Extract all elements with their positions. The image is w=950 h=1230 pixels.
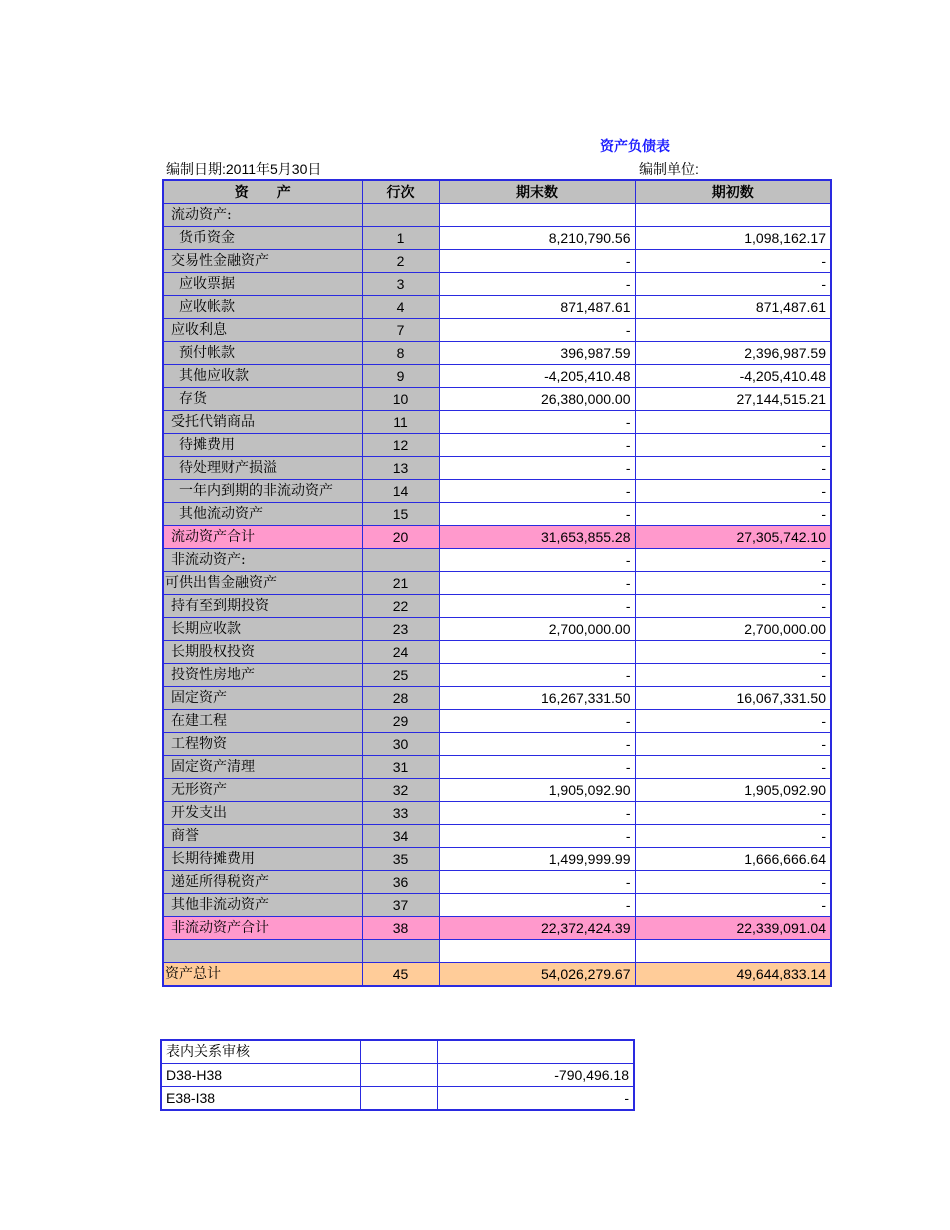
table-row bbox=[163, 549, 831, 572]
table-row bbox=[163, 572, 831, 595]
table-row bbox=[163, 342, 831, 365]
begin-balance: 2,700,000.00 bbox=[635, 618, 831, 641]
row-number: 23 bbox=[362, 618, 439, 641]
audit-empty-cell bbox=[437, 1040, 634, 1064]
item-label: 存货 bbox=[163, 388, 362, 411]
begin-balance: - bbox=[635, 756, 831, 779]
begin-balance: - bbox=[635, 434, 831, 457]
row-number: 4 bbox=[362, 296, 439, 319]
row-number: 20 bbox=[362, 526, 439, 549]
audit-value: - bbox=[437, 1087, 634, 1111]
table-row bbox=[163, 825, 831, 848]
audit-table bbox=[160, 1039, 635, 1111]
begin-balance: - bbox=[635, 664, 831, 687]
begin-balance: 27,305,742.10 bbox=[635, 526, 831, 549]
table-row bbox=[163, 917, 831, 940]
item-label: 长期待摊费用 bbox=[163, 848, 362, 871]
end-balance bbox=[439, 641, 635, 664]
table-row bbox=[163, 595, 831, 618]
row-number: 32 bbox=[362, 779, 439, 802]
audit-row bbox=[161, 1087, 634, 1111]
begin-balance: - bbox=[635, 572, 831, 595]
end-balance: 22,372,424.39 bbox=[439, 917, 635, 940]
compile-date: 编制日期:2011年5月30日 bbox=[166, 161, 322, 177]
row-number: 29 bbox=[362, 710, 439, 733]
end-balance: -4,205,410.48 bbox=[439, 365, 635, 388]
end-balance: 8,210,790.56 bbox=[439, 227, 635, 250]
end-balance: 871,487.61 bbox=[439, 296, 635, 319]
item-label: 商誉 bbox=[163, 825, 362, 848]
row-number: 30 bbox=[362, 733, 439, 756]
audit-header: 表内关系审核 bbox=[161, 1040, 360, 1064]
begin-balance: - bbox=[635, 480, 831, 503]
item-label: 长期应收款 bbox=[163, 618, 362, 641]
table-row bbox=[163, 618, 831, 641]
begin-balance: - bbox=[635, 871, 831, 894]
begin-balance: 27,144,515.21 bbox=[635, 388, 831, 411]
item-label: 递延所得税资产 bbox=[163, 871, 362, 894]
begin-balance: 1,905,092.90 bbox=[635, 779, 831, 802]
row-number: 25 bbox=[362, 664, 439, 687]
begin-balance bbox=[635, 940, 831, 963]
table-row bbox=[163, 411, 831, 434]
end-balance: - bbox=[439, 756, 635, 779]
row-number: 8 bbox=[362, 342, 439, 365]
row-number: 12 bbox=[362, 434, 439, 457]
row-number: 38 bbox=[362, 917, 439, 940]
item-label: 非流动资产合计 bbox=[163, 917, 362, 940]
row-number: 7 bbox=[362, 319, 439, 342]
report-title: 资产负债表 bbox=[600, 138, 670, 154]
row-number bbox=[362, 549, 439, 572]
end-balance: 26,380,000.00 bbox=[439, 388, 635, 411]
end-balance: - bbox=[439, 434, 635, 457]
item-label: 一年内到期的非流动资产 bbox=[163, 480, 362, 503]
begin-balance: - bbox=[635, 641, 831, 664]
row-number bbox=[362, 204, 439, 227]
begin-balance: 1,666,666.64 bbox=[635, 848, 831, 871]
item-label: 在建工程 bbox=[163, 710, 362, 733]
item-label: 固定资产 bbox=[163, 687, 362, 710]
audit-empty-cell bbox=[360, 1064, 437, 1087]
header-row-no: 行次 bbox=[362, 180, 439, 204]
row-number: 21 bbox=[362, 572, 439, 595]
item-label: 应收帐款 bbox=[163, 296, 362, 319]
table-row bbox=[163, 296, 831, 319]
begin-balance bbox=[635, 411, 831, 434]
begin-balance bbox=[635, 319, 831, 342]
item-label: 应收票据 bbox=[163, 273, 362, 296]
begin-balance: 22,339,091.04 bbox=[635, 917, 831, 940]
end-balance: 16,267,331.50 bbox=[439, 687, 635, 710]
item-label: 非流动资产: bbox=[163, 549, 362, 572]
end-balance: - bbox=[439, 572, 635, 595]
begin-balance: - bbox=[635, 250, 831, 273]
end-balance: 1,499,999.99 bbox=[439, 848, 635, 871]
begin-balance: - bbox=[635, 549, 831, 572]
table-row bbox=[163, 434, 831, 457]
table-row bbox=[163, 756, 831, 779]
row-number: 37 bbox=[362, 894, 439, 917]
table-row bbox=[163, 204, 831, 227]
header-asset: 资 产 bbox=[163, 180, 362, 204]
table-row bbox=[163, 779, 831, 802]
end-balance: - bbox=[439, 595, 635, 618]
end-balance: 396,987.59 bbox=[439, 342, 635, 365]
item-label: 流动资产: bbox=[163, 204, 362, 227]
end-balance: - bbox=[439, 871, 635, 894]
begin-balance bbox=[635, 204, 831, 227]
audit-empty-cell bbox=[360, 1087, 437, 1111]
end-balance: - bbox=[439, 664, 635, 687]
item-label: 交易性金融资产 bbox=[163, 250, 362, 273]
row-number: 3 bbox=[362, 273, 439, 296]
table-row bbox=[163, 871, 831, 894]
item-label: 流动资产合计 bbox=[163, 526, 362, 549]
table-row bbox=[163, 273, 831, 296]
row-number: 10 bbox=[362, 388, 439, 411]
end-balance: - bbox=[439, 411, 635, 434]
end-balance: - bbox=[439, 250, 635, 273]
begin-balance: 1,098,162.17 bbox=[635, 227, 831, 250]
row-number: 13 bbox=[362, 457, 439, 480]
row-number: 45 bbox=[362, 963, 439, 987]
item-label: 货币资金 bbox=[163, 227, 362, 250]
balance-sheet-table bbox=[162, 179, 832, 987]
table-row bbox=[163, 802, 831, 825]
table-row bbox=[163, 526, 831, 549]
table-row bbox=[163, 940, 831, 963]
item-label: 工程物资 bbox=[163, 733, 362, 756]
end-balance: 31,653,855.28 bbox=[439, 526, 635, 549]
row-number: 36 bbox=[362, 871, 439, 894]
end-balance: - bbox=[439, 802, 635, 825]
item-label: 待摊费用 bbox=[163, 434, 362, 457]
row-number: 9 bbox=[362, 365, 439, 388]
end-balance bbox=[439, 204, 635, 227]
begin-balance: - bbox=[635, 503, 831, 526]
table-row bbox=[163, 250, 831, 273]
row-number: 34 bbox=[362, 825, 439, 848]
item-label bbox=[163, 940, 362, 963]
table-row bbox=[163, 388, 831, 411]
begin-balance: - bbox=[635, 595, 831, 618]
audit-header-row bbox=[161, 1040, 634, 1064]
end-balance: - bbox=[439, 503, 635, 526]
begin-balance: - bbox=[635, 733, 831, 756]
item-label: 其他流动资产 bbox=[163, 503, 362, 526]
begin-balance: 16,067,331.50 bbox=[635, 687, 831, 710]
begin-balance: 2,396,987.59 bbox=[635, 342, 831, 365]
item-label: 固定资产清理 bbox=[163, 756, 362, 779]
item-label: 其他应收款 bbox=[163, 365, 362, 388]
begin-balance: 871,487.61 bbox=[635, 296, 831, 319]
row-number: 15 bbox=[362, 503, 439, 526]
item-label: 无形资产 bbox=[163, 779, 362, 802]
item-label: 投资性房地产 bbox=[163, 664, 362, 687]
table-row bbox=[163, 641, 831, 664]
end-balance: - bbox=[439, 825, 635, 848]
begin-balance: -4,205,410.48 bbox=[635, 365, 831, 388]
audit-value: -790,496.18 bbox=[437, 1064, 634, 1087]
table-row bbox=[163, 848, 831, 871]
begin-balance: - bbox=[635, 457, 831, 480]
end-balance: - bbox=[439, 710, 635, 733]
row-number: 1 bbox=[362, 227, 439, 250]
end-balance: - bbox=[439, 894, 635, 917]
end-balance bbox=[439, 940, 635, 963]
compile-unit: 编制单位: bbox=[639, 161, 699, 177]
end-balance: 1,905,092.90 bbox=[439, 779, 635, 802]
item-label: 受托代销商品 bbox=[163, 411, 362, 434]
row-number: 31 bbox=[362, 756, 439, 779]
row-number bbox=[362, 940, 439, 963]
item-label: 开发支出 bbox=[163, 802, 362, 825]
item-label: 资产总计 bbox=[163, 963, 362, 987]
row-number: 22 bbox=[362, 595, 439, 618]
table-row bbox=[163, 664, 831, 687]
item-label: 应收利息 bbox=[163, 319, 362, 342]
end-balance: - bbox=[439, 457, 635, 480]
item-label: 预付帐款 bbox=[163, 342, 362, 365]
table-row bbox=[163, 319, 831, 342]
header-row bbox=[163, 180, 831, 204]
table-row bbox=[163, 503, 831, 526]
end-balance: 54,026,279.67 bbox=[439, 963, 635, 987]
item-label: 长期股权投资 bbox=[163, 641, 362, 664]
row-number: 2 bbox=[362, 250, 439, 273]
item-label: 其他非流动资产 bbox=[163, 894, 362, 917]
begin-balance: - bbox=[635, 894, 831, 917]
begin-balance: - bbox=[635, 802, 831, 825]
table-row bbox=[163, 687, 831, 710]
row-number: 11 bbox=[362, 411, 439, 434]
table-row bbox=[163, 480, 831, 503]
audit-label: D38-H38 bbox=[161, 1064, 360, 1087]
row-number: 24 bbox=[362, 641, 439, 664]
begin-balance: - bbox=[635, 710, 831, 733]
end-balance: - bbox=[439, 549, 635, 572]
end-balance: - bbox=[439, 733, 635, 756]
audit-label: E38-I38 bbox=[161, 1087, 360, 1111]
table-row bbox=[163, 733, 831, 756]
row-number: 28 bbox=[362, 687, 439, 710]
item-label: 待处理财产损溢 bbox=[163, 457, 362, 480]
end-balance: 2,700,000.00 bbox=[439, 618, 635, 641]
row-number: 33 bbox=[362, 802, 439, 825]
header-begin-balance: 期初数 bbox=[635, 180, 831, 204]
row-number: 14 bbox=[362, 480, 439, 503]
audit-row bbox=[161, 1064, 634, 1087]
end-balance: - bbox=[439, 273, 635, 296]
begin-balance: - bbox=[635, 825, 831, 848]
begin-balance: - bbox=[635, 273, 831, 296]
table-row bbox=[163, 457, 831, 480]
audit-empty-cell bbox=[360, 1040, 437, 1064]
item-label: 持有至到期投资 bbox=[163, 595, 362, 618]
table-row bbox=[163, 963, 831, 987]
table-row bbox=[163, 227, 831, 250]
header-end-balance: 期末数 bbox=[439, 180, 635, 204]
begin-balance: 49,644,833.14 bbox=[635, 963, 831, 987]
table-row bbox=[163, 894, 831, 917]
end-balance: - bbox=[439, 319, 635, 342]
row-number: 35 bbox=[362, 848, 439, 871]
end-balance: - bbox=[439, 480, 635, 503]
item-label: 可供出售金融资产 bbox=[163, 572, 362, 595]
table-row bbox=[163, 710, 831, 733]
table-row bbox=[163, 365, 831, 388]
